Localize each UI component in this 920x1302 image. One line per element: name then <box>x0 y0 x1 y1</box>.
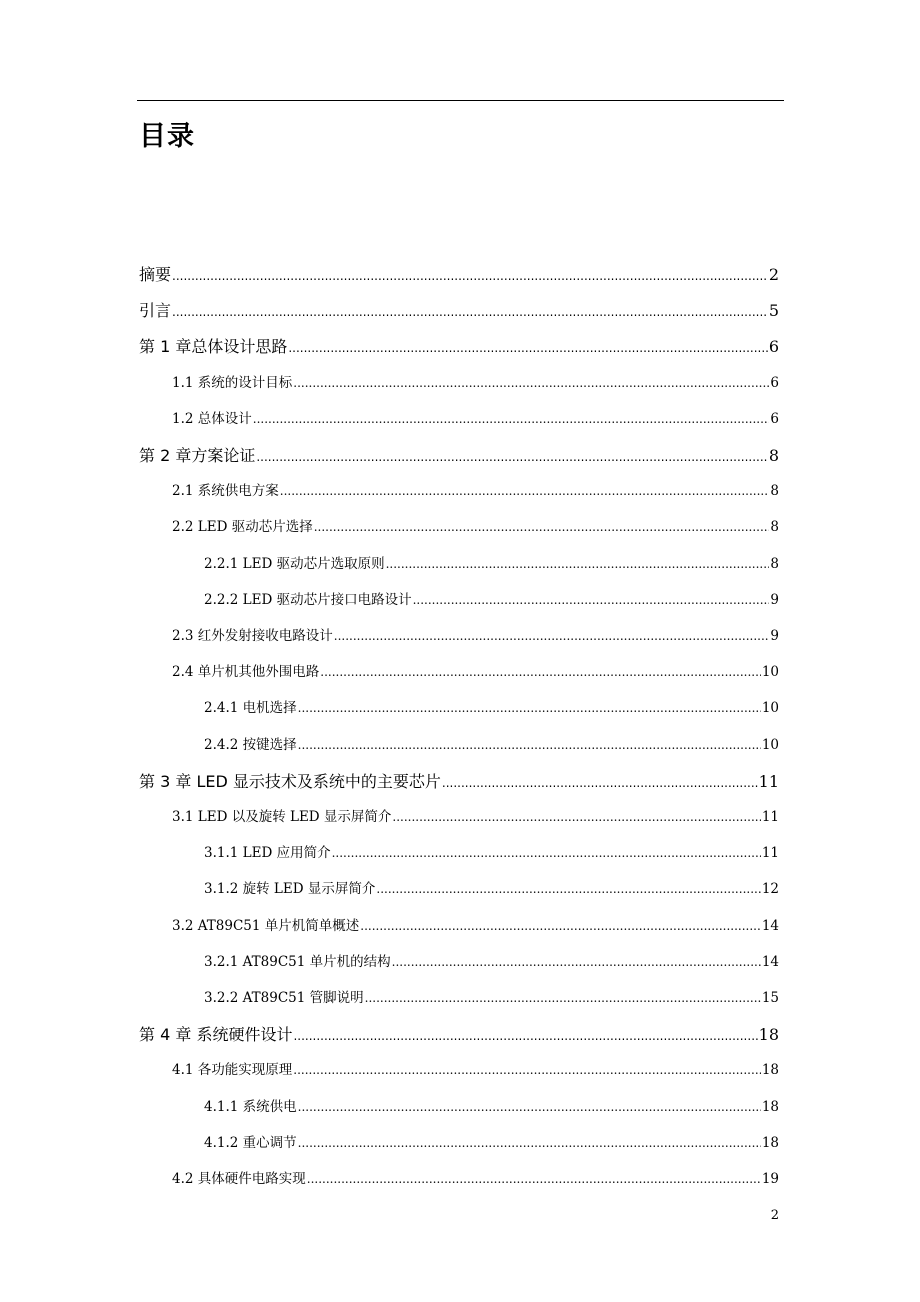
toc-entry-page: 6 <box>770 374 779 391</box>
toc-entry[interactable] <box>172 1058 779 1078</box>
toc-entry[interactable] <box>172 660 779 680</box>
toc-entry[interactable] <box>172 407 779 427</box>
toc-entry-label: 引言 <box>139 301 172 321</box>
toc-entry-page: 8 <box>770 519 779 536</box>
toc-entry-page: 9 <box>770 591 779 608</box>
toc-leader-dots <box>392 955 761 969</box>
toc-entry-page: 11 <box>761 845 779 862</box>
toc-heading: 目录 <box>139 121 195 152</box>
toc-entry[interactable] <box>204 1095 779 1115</box>
toc-entry-label: 2.3 红外发射接收电路设计 <box>172 628 333 644</box>
page-number: 2 <box>770 1208 779 1223</box>
toc-entry-label: 4.1.2 重心调节 <box>204 1134 297 1151</box>
toc-entry[interactable] <box>204 950 779 970</box>
toc-entry-label: 第 2 章方案论证 <box>139 446 256 465</box>
toc-leader-dots <box>298 1100 761 1114</box>
toc-entry[interactable] <box>204 1131 779 1151</box>
toc-entry-page: 12 <box>761 881 779 898</box>
toc-entry-page: 8 <box>770 555 779 572</box>
toc-leader-dots <box>365 991 761 1005</box>
toc-entry-label: 2.4.2 按键选择 <box>204 736 297 753</box>
toc-entry[interactable] <box>139 769 779 792</box>
toc-entry-page: 18 <box>761 1062 779 1079</box>
toc-leader-dots <box>334 629 770 643</box>
toc-entry-page: 18 <box>758 1025 779 1045</box>
toc-entry-label: 3.2.2 AT89C51 管脚说明 <box>204 990 364 1006</box>
toc-leader-dots <box>376 882 760 896</box>
toc-entry-page: 10 <box>761 736 779 753</box>
toc-entry[interactable] <box>172 624 779 644</box>
toc-leader-dots <box>386 557 770 571</box>
toc-entry-page: 15 <box>761 990 779 1006</box>
toc-entry-label: 3.2.1 AT89C51 单片机的结构 <box>204 953 391 970</box>
toc-leader-dots <box>320 665 761 679</box>
toc-entry-page: 6 <box>768 337 779 357</box>
toc-entry-label: 3.2 AT89C51 单片机简单概述 <box>172 917 360 934</box>
toc-entry-label: 4.1 各功能实现原理 <box>172 1062 293 1079</box>
toc-entry-label: 4.2 具体硬件电路实现 <box>172 1171 306 1187</box>
toc-entry-label: 2.1 系统供电方案 <box>172 483 279 500</box>
toc-leader-dots <box>442 776 758 790</box>
toc-entry-page: 19 <box>761 1171 779 1187</box>
toc-entry[interactable] <box>172 371 779 391</box>
toc-entry-page: 2 <box>768 265 779 284</box>
toc-entry[interactable] <box>204 552 779 572</box>
toc-leader-dots <box>332 846 761 860</box>
toc-leader-dots <box>392 810 760 824</box>
toc-entry-page: 10 <box>761 700 779 717</box>
toc-entry-label: 2.2.2 LED 驱动芯片接口电路设计 <box>204 591 412 608</box>
toc-entry[interactable] <box>139 262 779 285</box>
toc-entry-label: 1.2 总体设计 <box>172 410 252 427</box>
toc-leader-dots <box>298 1136 761 1150</box>
toc-leader-dots <box>253 412 770 426</box>
toc-leader-dots <box>172 305 768 319</box>
toc-entry-label: 1.1 系统的设计目标 <box>172 374 293 391</box>
toc-leader-dots <box>413 593 770 607</box>
toc-entry-page: 5 <box>768 301 779 321</box>
toc-entry[interactable] <box>139 1022 779 1045</box>
toc-entry[interactable] <box>172 914 779 934</box>
toc-entry[interactable] <box>204 841 779 861</box>
toc-entry[interactable] <box>204 588 779 608</box>
toc-entry-label: 摘要 <box>139 265 172 284</box>
toc-entry[interactable] <box>172 479 779 499</box>
toc-entry[interactable] <box>139 298 779 321</box>
toc-entry[interactable] <box>204 733 779 753</box>
toc-leader-dots <box>360 919 761 933</box>
toc-leader-dots <box>293 376 769 390</box>
toc-leader-dots <box>288 341 767 355</box>
toc-entry[interactable] <box>172 1167 779 1187</box>
toc-leader-dots <box>280 484 770 498</box>
toc-leader-dots <box>298 701 761 715</box>
toc-entry-label: 2.4.1 电机选择 <box>204 700 297 717</box>
toc-leader-dots <box>293 1063 761 1077</box>
toc-entry-label: 3.1 LED 以及旋转 LED 显示屏简介 <box>172 809 392 825</box>
toc-entry[interactable] <box>139 334 779 357</box>
toc-leader-dots <box>172 269 768 283</box>
toc-entry-label: 2.4 单片机其他外围电路 <box>172 664 320 681</box>
header-rule <box>137 100 784 101</box>
toc-entry-page: 18 <box>761 1098 779 1115</box>
toc-entry-page: 11 <box>761 809 779 825</box>
toc-entry-label: 3.1.1 LED 应用简介 <box>204 845 331 862</box>
toc-entry-page: 8 <box>768 446 779 465</box>
toc-entry-page: 11 <box>758 771 779 791</box>
toc-entry[interactable] <box>204 696 779 716</box>
toc-entry-label: 第 4 章 系统硬件设计 <box>139 1025 293 1045</box>
toc-entry-page: 10 <box>761 664 779 681</box>
toc-leader-dots <box>298 738 761 752</box>
toc-entry[interactable] <box>139 443 779 466</box>
toc-entry-page: 9 <box>770 628 779 644</box>
toc-leader-dots <box>314 520 770 534</box>
toc-entry-label: 2.2 LED 驱动芯片选择 <box>172 519 313 536</box>
toc-leader-dots <box>293 1029 757 1043</box>
toc-entry-label: 第 3 章 LED 显示技术及系统中的主要芯片 <box>139 771 441 791</box>
toc-entry[interactable] <box>172 515 779 535</box>
toc-entry-label: 2.2.1 LED 驱动芯片选取原则 <box>204 555 385 572</box>
toc-entry-page: 8 <box>770 483 779 500</box>
toc-entry[interactable] <box>204 986 779 1006</box>
toc-entry-page: 14 <box>761 917 779 934</box>
toc-entry[interactable] <box>172 805 779 825</box>
toc-entry-page: 14 <box>761 953 779 970</box>
toc-entry[interactable] <box>204 877 779 897</box>
toc-leader-dots <box>256 450 767 464</box>
toc-entry-label: 第 1 章总体设计思路 <box>139 337 288 357</box>
toc-entry-label: 4.1.1 系统供电 <box>204 1098 297 1115</box>
toc-entry-page: 18 <box>761 1134 779 1151</box>
toc-entry-label: 3.1.2 旋转 LED 显示屏简介 <box>204 881 376 898</box>
toc-entry-page: 6 <box>770 410 779 427</box>
toc-leader-dots <box>307 1172 761 1186</box>
